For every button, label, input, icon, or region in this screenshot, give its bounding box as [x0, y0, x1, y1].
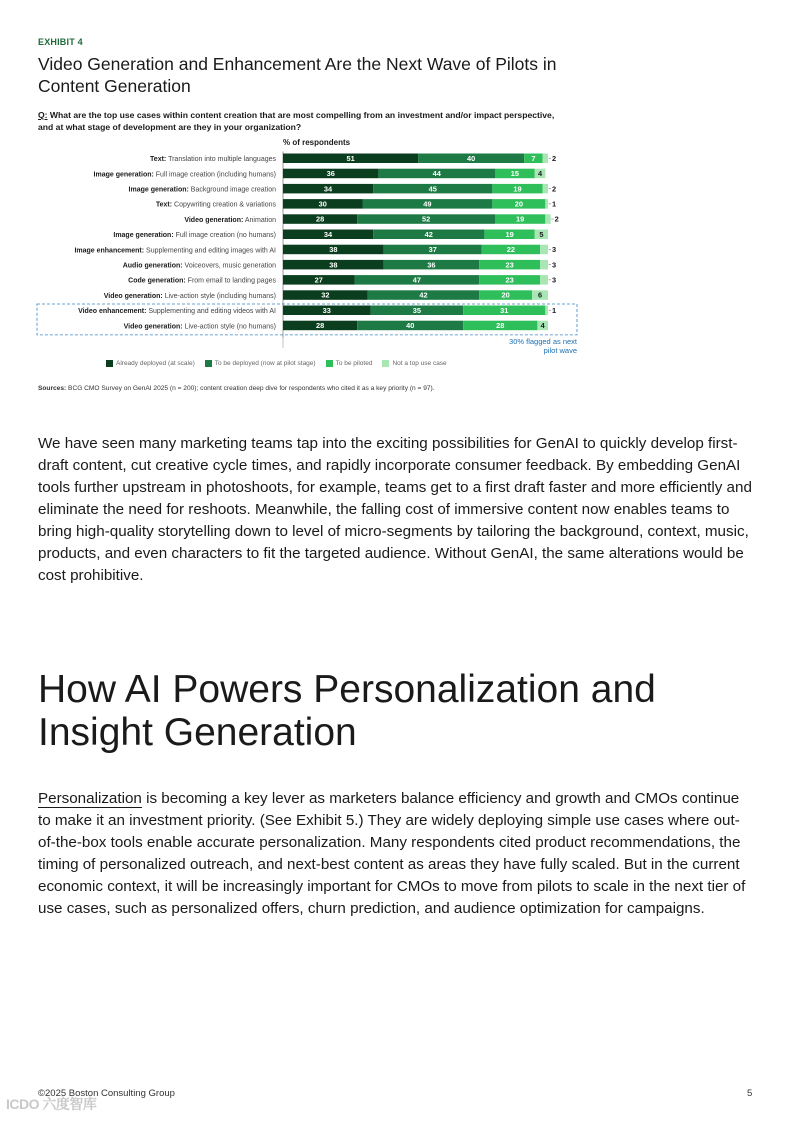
exhibit-label: EXHIBIT 4 [38, 37, 83, 47]
sources-label: Sources: [38, 385, 67, 392]
legend-swatch [106, 360, 113, 367]
data-label: 22 [506, 245, 516, 255]
data-label: 2 [552, 184, 557, 194]
category-label: Image enhancement: Supplementing and editing images with AI [74, 247, 276, 255]
data-label: 30 [318, 199, 327, 209]
bar-segment [540, 275, 548, 285]
data-label: 34 [323, 229, 333, 239]
data-label: 19 [513, 184, 522, 194]
data-label: 6 [537, 290, 543, 300]
data-label: 34 [323, 184, 333, 194]
data-label: 42 [424, 229, 433, 239]
category-label: Video generation: Animation [184, 216, 276, 224]
legend-item-not-top [382, 360, 446, 367]
category-label: Text: Copywriting creation & variations [155, 201, 276, 209]
sources-note [38, 385, 435, 392]
data-label: 51 [346, 153, 355, 163]
data-label: 40 [406, 321, 415, 331]
body-paragraph-1: We have seen many marketing teams tap into the exciting possibilities for GenAI to quickly develop first-draft content, cut creative cycle times, and rapidly incorporate consumer feedback. By embedding GenAI tools further upstream in photoshoots, for example, teams get to a first draft faster and more efficiently and eliminate the need for reshoots. Meanwhile, the falling cost of immersive content now enables teams to bring high-quality storytelling down to level of micro-segments by tailoring the background, context, music, products, and even characters to fit the targeted audience. Without GenAI, the same alterations would be cost prohibitive. [38, 435, 752, 584]
data-label: 20 [501, 290, 510, 300]
axis-title: % of respondents [283, 138, 351, 147]
bar-segment [545, 199, 548, 209]
legend-item-pilot-stage [205, 360, 316, 367]
personalization-link[interactable]: Personalization [38, 790, 142, 807]
category-label: Audio generation: Voiceovers, music generation [122, 262, 276, 270]
category-label: Video generation: Live-action style (including humans) [103, 292, 276, 300]
data-label: 47 [412, 275, 421, 285]
data-label: 2 [554, 214, 559, 224]
data-label: 40 [467, 153, 476, 163]
legend-swatch [326, 360, 333, 367]
category-label: Image generation: Full image creation (including humans) [93, 171, 276, 179]
data-label: 28 [315, 321, 325, 331]
data-label: 3 [552, 245, 557, 255]
data-label: 15 [510, 169, 519, 179]
data-label: 31 [500, 305, 509, 315]
legend-swatch [205, 360, 212, 367]
category-label: Text: Translation into multiple languages [150, 156, 276, 164]
data-label: 28 [315, 214, 325, 224]
data-label: 5 [539, 229, 544, 239]
bar-segment [540, 245, 548, 255]
data-label: 49 [423, 199, 432, 209]
category-label: Code generation: From email to landing pages [128, 277, 276, 285]
chart-legend [106, 360, 447, 367]
data-label: 20 [514, 199, 523, 209]
sources-text: BCG CMO Survey on GenAI 2025 (n = 200); content creation deep dive for respondents who cited it as a key priority (n = 97). [66, 385, 435, 392]
question-prefix: Q: [38, 110, 48, 120]
data-label: 38 [329, 245, 338, 255]
data-label: 45 [428, 184, 437, 194]
data-label: 42 [419, 290, 428, 300]
legend-item-to-be-piloted [326, 360, 373, 367]
section-heading: How AI Powers Personalization and Insight Generation [38, 668, 656, 754]
legend-swatch [382, 360, 389, 367]
footer-copyright: ©2025 Boston Consulting Group [38, 1088, 175, 1099]
bar-segment [545, 214, 550, 224]
legend-label: Already deployed (at scale) [116, 360, 195, 367]
body-paragraph-2 [38, 788, 756, 920]
flag-note: 30% flagged as next pilot wave [509, 337, 577, 355]
bar-segment [543, 154, 548, 164]
data-label: 27 [314, 275, 323, 285]
stacked-bar-chart [0, 0, 792, 360]
category-label: Image generation: Full image creation (no humans) [113, 232, 276, 240]
data-label: 52 [421, 214, 431, 224]
legend-label: To be piloted [335, 360, 373, 367]
data-label: 44 [432, 169, 441, 179]
category-label: Video enhancement: Supplementing and editing videos with AI [78, 308, 276, 316]
data-label: 3 [552, 260, 557, 270]
legend-item-deployed [106, 360, 195, 367]
data-label: 2 [552, 153, 557, 163]
data-label: 36 [427, 260, 436, 270]
data-label: 37 [428, 245, 437, 255]
data-label: 36 [326, 169, 335, 179]
watermark-logo: ICDO 六度智库 [6, 1096, 97, 1112]
data-label: 1 [552, 305, 557, 315]
data-label: 35 [412, 305, 421, 315]
data-label: 4 [537, 169, 543, 179]
bar-segment [540, 260, 548, 270]
data-label: 7 [531, 153, 536, 163]
bar-segment [545, 306, 548, 316]
data-label: 32 [321, 290, 330, 300]
data-label: 23 [505, 275, 514, 285]
legend-label: To be deployed (now at pilot stage) [214, 360, 316, 367]
bar-segment [543, 184, 548, 194]
legend-label: Not a top use case [392, 360, 447, 367]
page-number: 5 [747, 1088, 753, 1099]
exhibit-title: Video Generation and Enhancement Are the Next Wave of Pilots in Content Generation [38, 54, 557, 96]
data-label: 28 [496, 321, 505, 331]
data-label: 3 [552, 275, 557, 285]
data-label: 4 [540, 321, 545, 331]
category-label: Video generation: Live-action style (no humans) [123, 323, 276, 331]
data-label: 19 [505, 229, 514, 239]
data-label: 23 [505, 260, 514, 270]
question-text: What are the top use cases within content creation that are most compelling from an investment and/or impact perspective, and at what stage of development are they in your organization? [38, 110, 555, 132]
data-label: 33 [322, 305, 331, 315]
category-label: Image generation: Background image creation [128, 186, 276, 194]
data-label: 38 [329, 260, 338, 270]
data-label: 1 [552, 199, 557, 209]
data-label: 19 [516, 214, 525, 224]
paragraph-2-text: is becoming a key lever as marketers balance efficiency and growth and CMOs continue to make it an investment priority. (See Exhibit 5.) They are widely deploying simple use cases where out-of-the-box tools enable accurate personalization. Many respondents cited product recommendations, the timing of personalized outreach, and next-best content as areas they have fully scaled. But in the current economic context, it will be increasingly important for CMOs to move from pilots to scale in the next tier of use cases, such as personalized offers, churn prediction, and audience optimization for campaigns. [38, 790, 746, 917]
